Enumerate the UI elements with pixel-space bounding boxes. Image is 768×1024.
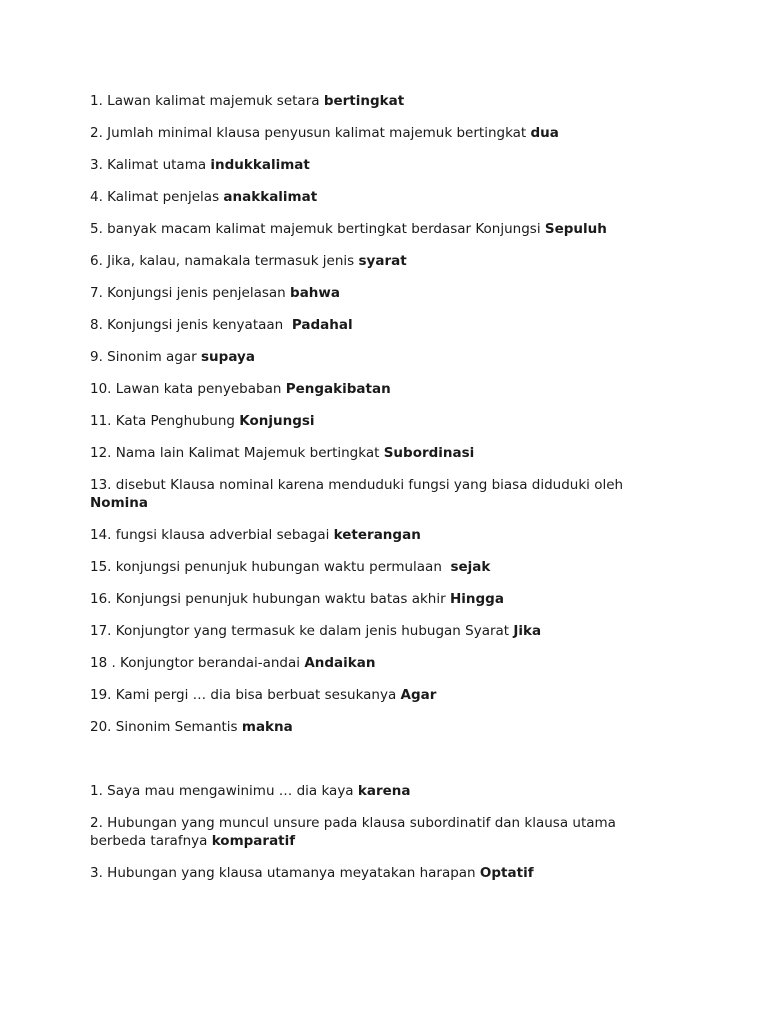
answer-text: Jika [513,623,542,639]
list-item [90,590,690,608]
list-item [90,348,690,366]
list-item [90,188,690,206]
question-text: 5. banyak macam kalimat majemuk bertingkat berdasar Konjungsi [90,221,545,237]
list-item [90,380,690,398]
question-text: 3. Hubungan yang klausa utamanya meyatakan harapan [90,865,480,881]
answer-text: Optatif [479,865,534,881]
answer-text: makna [241,719,293,735]
answer-text: Hingga [449,591,504,607]
answer-text: supaya [201,349,255,365]
answer-text: sejak [450,559,491,575]
question-text: 16. Konjungsi penunjuk hubungan waktu batas akhir [90,591,450,607]
answer-text: syarat [358,253,407,269]
list-item [90,316,690,334]
answer-text: komparatif [211,833,296,849]
question-text: 15. konjungsi penunjuk hubungan waktu permulaan [90,559,451,575]
list-item [90,476,650,512]
question-text: 2. Jumlah minimal klausa penyusun kalimat majemuk bertingkat [90,125,531,141]
question-text: 18 . Konjungtor berandai-andai [90,655,305,671]
list-item [90,284,690,302]
list-item [90,220,690,238]
list-item [90,718,690,736]
question-text: 7. Konjungsi jenis penjelasan [90,285,291,301]
question-text: 1. Saya mau mengawinimu … dia kaya [90,783,358,799]
answer-text: keterangan [333,527,421,543]
question-text: 20. Sinonim Semantis [90,719,242,735]
answer-text: karena [357,783,411,799]
answer-text: anakkalimat [223,189,318,205]
answer-text: Pengakibatan [285,381,391,397]
list-item [90,864,690,882]
answer-text: Agar [400,687,437,703]
answer-text: Konjungsi [239,413,315,429]
question-text: 3. Kalimat utama [90,157,211,173]
question-text: 10. Lawan kata penyebaban [90,381,286,397]
list-item [90,814,650,850]
question-text: 2. Hubungan yang muncul unsure pada klausa subordinatif dan klausa utama berbeda tarafnya [90,815,616,849]
list-item [90,444,690,462]
list-item [90,782,690,800]
question-text: 6. Jika, kalau, namakala termasuk jenis [90,253,359,269]
question-text: 11. Kata Penghubung [90,413,240,429]
answer-text: Andaikan [304,655,376,671]
answer-text: Subordinasi [383,445,475,461]
answer-text: dua [530,125,559,141]
answer-text: bahwa [290,285,340,301]
question-text: 4. Kalimat penjelas [90,189,224,205]
question-list-2 [90,782,690,896]
question-text: 14. fungsi klausa adverbial sebagai [90,527,334,543]
list-item [90,558,690,576]
question-list-1 [90,92,690,750]
list-item [90,124,690,142]
answer-text: Sepuluh [544,221,607,237]
question-text: 9. Sinonim agar [90,349,202,365]
answer-text: Nomina [90,495,148,511]
question-text: 12. Nama lain Kalimat Majemuk bertingkat [90,445,384,461]
list-item [90,622,690,640]
list-item [90,686,690,704]
question-text: 8. Konjungsi jenis kenyataan [90,317,292,333]
answer-text: Padahal [291,317,353,333]
question-text: 1. Lawan kalimat majemuk setara [90,93,324,109]
list-item [90,654,690,672]
list-item [90,252,690,270]
question-text: 19. Kami pergi … dia bisa berbuat sesukanya [90,687,401,703]
list-item [90,156,690,174]
answer-text: indukkalimat [210,157,310,173]
list-item [90,92,690,110]
list-item [90,412,690,430]
answer-text: bertingkat [323,93,405,109]
question-text: 17. Konjungtor yang termasuk ke dalam jenis hubugan Syarat [90,623,514,639]
list-item [90,526,690,544]
question-text: 13. disebut Klausa nominal karena menduduki fungsi yang biasa diduduki oleh [90,477,624,493]
